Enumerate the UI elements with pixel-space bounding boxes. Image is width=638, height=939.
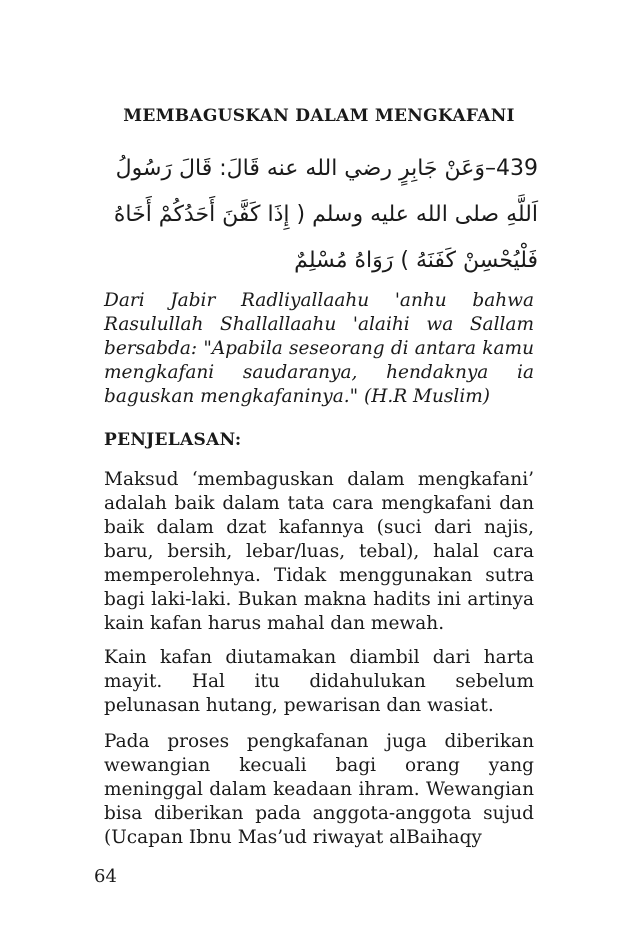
explanation-paragraph-3: Pada proses pengkafanan juga diberikan wewangian kecuali bagi orang yang meninggal dalam keadaan ihram. Wewangian bisa diberikan pada anggota-anggota sujud (Ucapan Ibnu Mas’ud riwayat alBaihaqy	[104, 731, 534, 848]
section-heading: PENJELASAN:	[104, 430, 242, 450]
hadith-translation: Dari Jabir Radliyallaahu 'anhu bahwa Rasulullah Shallallaahu 'alaihi wa Sallam bersabda: "Apabila seseorang di antara kamu mengkafani saudaranya, hendaknya ia baguskan mengkafaninya." (H.R Muslim)	[104, 290, 534, 407]
explanation-paragraph-1: Maksud ‘membaguskan dalam mengkafani’ adalah baik dalam tata cara mengkafani dan baik dalam dzat kafannya (suci dari najis, baru, bersih, lebar/luas, tebal), halal cara memperolehnya. Tidak menggunakan sutra bagi laki-laki. Bukan makna hadits ini artinya kain kafan harus mahal dan mewah.	[104, 469, 534, 634]
page-title: MEMBAGUSKAN DALAM MENGKAFANI	[123, 106, 515, 126]
explanation-paragraph-2: Kain kafan diutamakan diambil dari harta mayit. Hal itu didahulukan sebelum pelunasan hutang, pewarisan dan wasiat.	[104, 647, 534, 716]
hadith-arabic-text: 439–وَعَنْ جَابِرٍ رضي الله عنه قَالَ: قَالَ رَسُولُ اَللَّهِ صلى الله عليه وسلم ( إِذَا كَفَّنَ أَحَدُكُمْ أَخَاهُ فَلْيُحْسِنْ كَفَنَهُ ) رَوَاهُ مُسْلِمٌ	[113, 156, 538, 273]
page-number: 64	[94, 866, 117, 887]
